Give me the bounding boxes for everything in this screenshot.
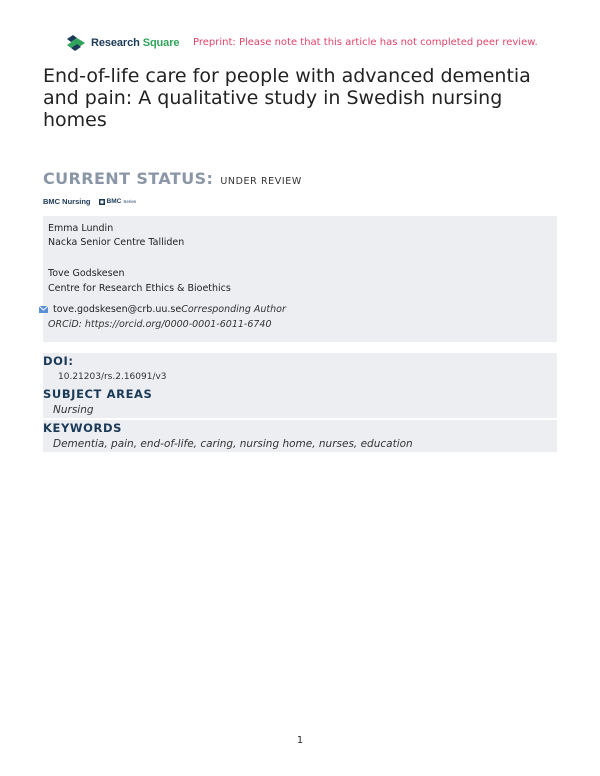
- page-header: [66, 34, 546, 54]
- doi-value[interactable]: 10.21203/rs.2.16091/v3: [58, 372, 167, 382]
- journal-name[interactable]: BMC Nursing: [43, 197, 91, 206]
- author-affiliation: Centre for Research Ethics & Bioethics: [48, 283, 231, 294]
- current-status: [43, 169, 302, 188]
- doi-section: [43, 353, 557, 386]
- preprint-notice: Preprint: Please note that this article has not completed peer review.: [193, 37, 538, 48]
- authors-panel: [43, 216, 557, 342]
- author-name: Emma Lundin: [48, 223, 114, 234]
- subject-areas-label: SUBJECT AREAS: [43, 387, 153, 401]
- keywords-section: [43, 420, 557, 452]
- mail-icon: [39, 306, 48, 313]
- series-sub-label: Series: [123, 199, 137, 204]
- author-affiliation: Nacka Senior Centre Talliden: [48, 237, 185, 248]
- subject-areas-section: [43, 386, 557, 418]
- author-name: Tove Godskesen: [48, 268, 125, 279]
- page-number: 1: [296, 735, 304, 746]
- research-square-logo-icon: [66, 34, 86, 52]
- research-square-logo[interactable]: [66, 34, 179, 52]
- doi-label: DOI:: [43, 354, 74, 368]
- keywords-label: KEYWORDS: [43, 421, 123, 435]
- bmc-series-logo[interactable]: [99, 198, 137, 205]
- keywords-value: Dementia, pain, end-of-life, caring, nursing home, nurses, education: [53, 438, 413, 450]
- orcid-link[interactable]: ORCiD: https://orcid.org/0000-0001-6011-6740: [48, 319, 272, 330]
- article-title: End-of-life care for people with advanced dementia and pain: A qualitative study in Swedish nursing homes: [43, 65, 531, 131]
- subject-areas-value: Nursing: [53, 404, 94, 416]
- bmc-series-icon: [99, 199, 105, 205]
- status-value: UNDER REVIEW: [220, 176, 302, 187]
- corresponding-author-label: Corresponding Author: [181, 304, 286, 315]
- author-email[interactable]: tove.godskesen@crb.uu.se: [53, 304, 182, 315]
- status-label: CURRENT STATUS:: [43, 169, 214, 188]
- corresponding-email-row: [43, 304, 286, 315]
- series-label: BMC: [106, 198, 122, 205]
- journal-logos: [43, 197, 136, 206]
- logo-text: Research Square: [91, 37, 180, 49]
